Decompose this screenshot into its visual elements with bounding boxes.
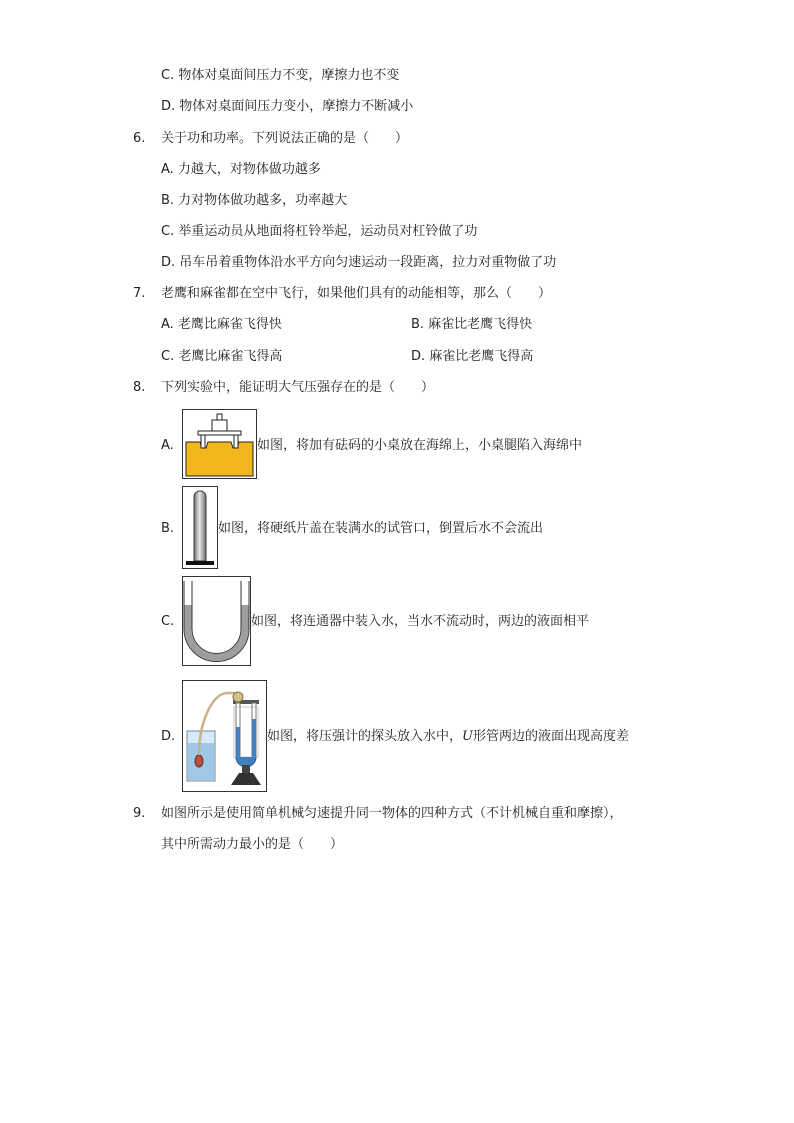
test-tube-figure xyxy=(182,486,218,569)
pressure-gauge-diagram xyxy=(183,681,266,791)
q6-option-c[interactable]: C. 举重运动员从地面将杠铃举起，运动员对杠铃做了功 xyxy=(161,224,478,239)
q7-option-d[interactable]: D. 麻雀比老鹰飞得高 xyxy=(411,349,534,364)
q6-number: 6. xyxy=(133,131,146,146)
q8-stem: 下列实验中，能证明大气压强存在的是（ ） xyxy=(161,380,435,395)
q9-number: 9. xyxy=(133,806,146,821)
q8-option-d-letter[interactable]: D. xyxy=(161,729,176,744)
q6-option-d[interactable]: D. 吊车吊着重物体沿水平方向匀速运动一段距离，拉力对重物做了功 xyxy=(161,255,557,270)
q8-option-d-text-pre: 如图，将压强计的探头放入水中， xyxy=(267,729,463,744)
q6-option-a[interactable]: A. 力越大，对物体做功越多 xyxy=(161,162,321,177)
q9-stem-line2: 其中所需动力最小的是（ ） xyxy=(161,837,344,852)
q8-option-d-text-post: 形管两边的液面出现高度差 xyxy=(472,729,629,744)
q8-option-c-letter[interactable]: C. xyxy=(161,614,175,629)
q5-option-d[interactable]: D. 物体对桌面间压力变小，摩擦力不断减小 xyxy=(161,99,414,114)
q5-option-c[interactable]: C. 物体对桌面间压力不变，摩擦力也不变 xyxy=(161,68,400,83)
test-tube-diagram xyxy=(183,487,217,568)
q7-option-b[interactable]: B. 麻雀比老鹰飞得快 xyxy=(411,317,533,332)
q8-option-c-text[interactable]: 如图，将连通器中装入水，当水不流动时，两边的液面相平 xyxy=(251,614,590,629)
q7-option-c[interactable]: C. 老鹰比麻雀飞得高 xyxy=(161,349,283,364)
q7-option-a[interactable]: A. 老鹰比麻雀飞得快 xyxy=(161,317,282,332)
sponge-table-diagram xyxy=(183,410,256,478)
connected-vessel-figure xyxy=(182,576,251,666)
sponge-table-figure xyxy=(182,409,257,479)
q8-option-a-letter[interactable]: A. xyxy=(161,438,174,453)
connected-vessel-diagram xyxy=(183,577,250,665)
q8-option-d-text[interactable] xyxy=(267,728,629,746)
pressure-gauge-figure xyxy=(182,680,267,792)
q8-option-a-text[interactable]: 如图，将加有砝码的小桌放在海绵上，小桌腿陷入海绵中 xyxy=(257,438,583,453)
q6-option-b[interactable]: B. 力对物体做功越多，功率越大 xyxy=(161,193,348,208)
q8-number: 8. xyxy=(133,380,146,395)
q9-stem-line1: 如图所示是使用简单机械匀速提升同一物体的四种方式（不计机械自重和摩擦）， xyxy=(161,806,623,821)
q8-option-d-u-symbol: U xyxy=(462,729,473,744)
q8-option-b-letter[interactable]: B. xyxy=(161,521,175,536)
q7-stem: 老鹰和麻雀都在空中飞行，如果他们具有的动能相等，那么（ ） xyxy=(161,286,552,301)
q8-option-b-text[interactable]: 如图，将硬纸片盖在装满水的试管口，倒置后水不会流出 xyxy=(218,521,544,536)
q6-stem: 关于功和功率。下列说法正确的是（ ） xyxy=(161,131,409,146)
q7-number: 7. xyxy=(133,286,146,301)
